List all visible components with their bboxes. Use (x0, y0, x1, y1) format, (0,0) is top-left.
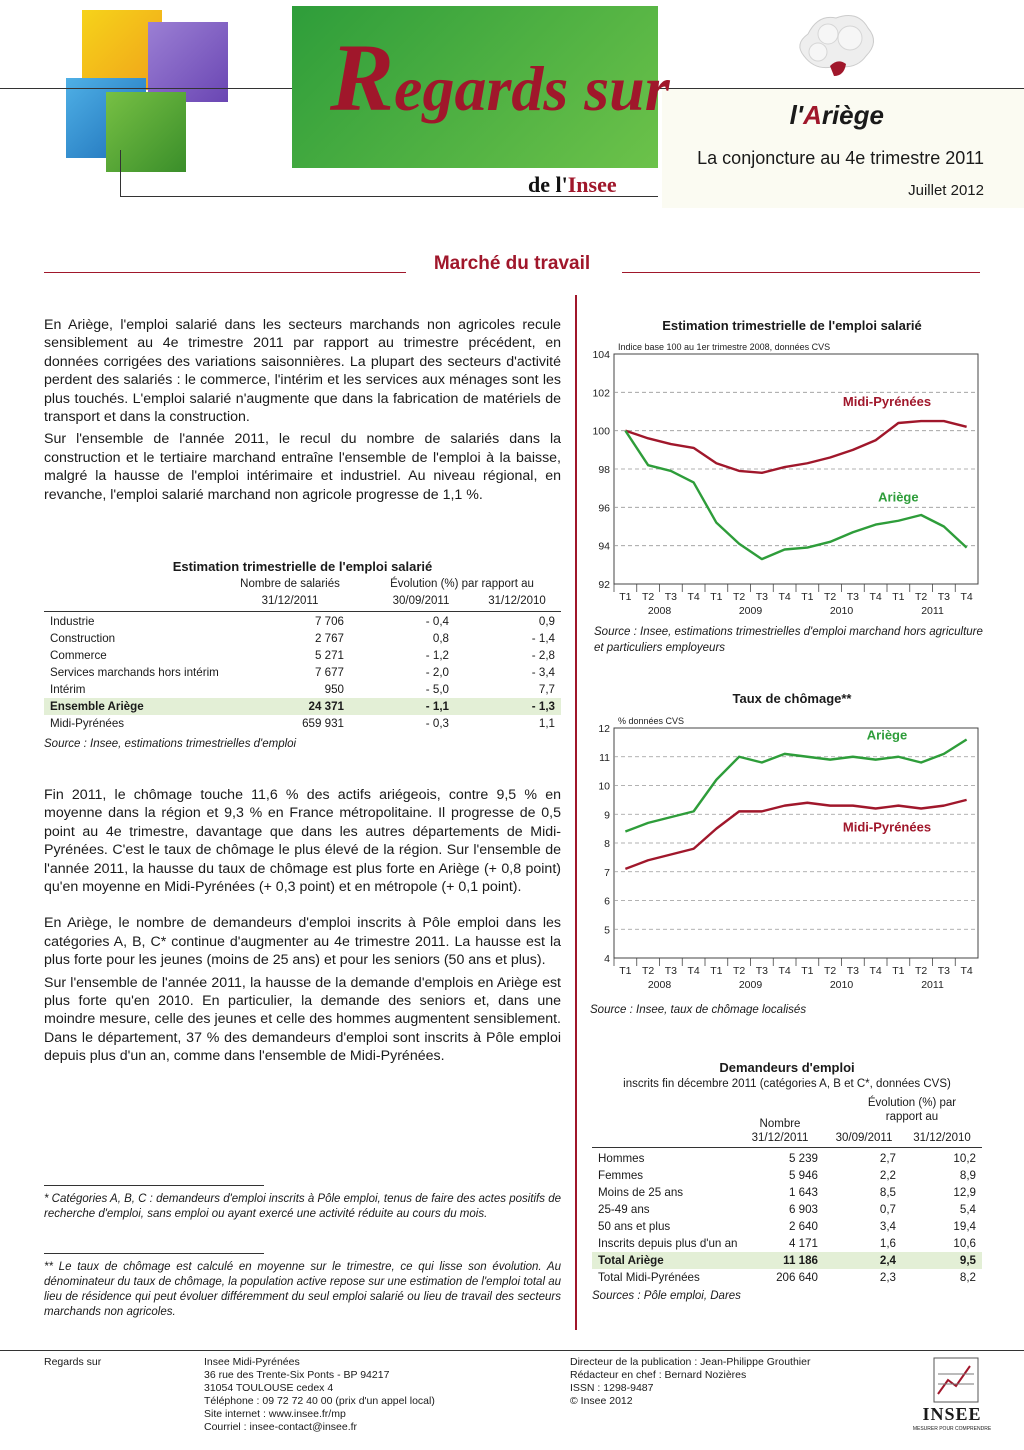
row-value: - 3,4 (531, 666, 555, 679)
x-tick-label: T1 (710, 965, 723, 977)
y-tick-label: 6 (604, 895, 610, 908)
row-value: 659 931 (302, 717, 344, 730)
paragraph-chomage-1: Fin 2011, le chômage touche 11,6 % des actifs ariégeois, contre 9,5 % en moyenne dans la région et 9,3 % en France métropolitaine. Il progresse de 0,5 point au 4e trimestre, davantage que dans les autres départements de Midi-Pyrénées. C'est le taux de chômage le plus élevé de la région. Sur l'ensemble de l'année 2011, la hausse du taux de chômage est plus forte en Ariège (+ 0,8 point) qu'en moyenne en Midi-Pyrénées (+ 0,3 point) et en métropole (+ 0,1 point). (44, 787, 561, 896)
axis-unit-label: Indice base 100 au 1er trimestre 2008, données CVS (618, 342, 831, 352)
table-row (592, 1269, 982, 1286)
x-tick-label: T2 (823, 591, 837, 603)
y-tick-label: 92 (598, 579, 610, 591)
region-map-icon (788, 4, 884, 84)
chart1-title: Estimation trimestrielle de l'emploi salarié (662, 318, 922, 333)
y-tick-label: 8 (604, 838, 610, 850)
footer-credits (570, 1356, 810, 1408)
x-tick-label: T4 (778, 591, 791, 603)
row-value: 19,4 (953, 1220, 976, 1233)
series-label: Midi-Pyrénées (842, 393, 932, 409)
x-tick-label: T1 (710, 591, 723, 603)
header-rule-vertical (120, 150, 121, 196)
emploi-evol-header: Évolution (%) par rapport au (390, 578, 534, 590)
y-tick-label: 4 (604, 953, 610, 965)
row-value: - 5,0 (425, 683, 449, 696)
row-value: 5 239 (788, 1152, 818, 1165)
x-year-label: 2010 (829, 979, 854, 991)
y-tick-label: 98 (598, 464, 610, 476)
x-tick-label: T3 (846, 591, 860, 603)
chomage-paragraphs (44, 786, 561, 1070)
footer-line: Insee Midi-Pyrénées (204, 1356, 300, 1368)
y-tick-label: 104 (592, 349, 610, 361)
x-tick-label: T3 (937, 591, 951, 603)
x-tick-label: T4 (869, 965, 882, 977)
row-value: 10,2 (953, 1152, 976, 1165)
emploi-header-rule (44, 611, 561, 612)
emploi-col2-date: 30/09/2011 (392, 595, 450, 607)
chart-taux-chomage (588, 710, 988, 1002)
x-tick-label: T1 (801, 591, 814, 603)
demandeurs-table (592, 1150, 982, 1286)
note-taux-chomage: ** Le taux de chômage est calculé en moyenne sur le trimestre, ce qui lisse son évolution. Au dénominateur du taux de chômage, la population active repose sur une estimation de l'emploi total au lieu de résidence qui peut évoluer différemment du seul emploi salarié ou lieu de travail des secteurs marchands non agricoles. (44, 1261, 561, 1318)
paragraph-chomage-3: Sur l'ensemble de l'année 2011, la hausse de la demande d'emplois en Ariège est plus forte qu'en 2010. En particulier, la demande des seniors et, dans une moindre mesure, celle des jeunes et celle des hommes augmentent sensiblement. Dans le département, 37 % des demandeurs d'emploi sont inscrits à Pôle emploi depuis plus d'un an, comme dans l'ensemble de Midi-Pyrénées. (44, 974, 561, 1065)
emploi-col3-date: 31/12/2010 (488, 595, 546, 607)
demandeurs-evol-header: Évolution (%) par rapport au (867, 1097, 957, 1123)
x-tick-label: T4 (960, 965, 973, 977)
footer-line: ISSN : 1298-9487 (570, 1382, 654, 1394)
table-row (44, 698, 561, 715)
demandeurs-table-subtitle: inscrits fin décembre 2011 (catégories A, B et C*, données CVS) (623, 1078, 951, 1090)
row-value: 206 640 (776, 1271, 818, 1284)
table-row (44, 647, 561, 664)
chart2-source: Source : Insee, taux de chômage localisés (590, 1004, 807, 1016)
table-row (44, 613, 561, 630)
region-name: l'Ariège (789, 100, 884, 130)
row-value: - 2,8 (531, 649, 555, 662)
y-tick-label: 102 (592, 387, 610, 400)
row-label: Intérim (50, 683, 86, 696)
footer-line: 36 rue des Trente-Six Ponts - BP 94217 (204, 1369, 390, 1381)
row-label: Construction (50, 632, 116, 645)
logo-square-green (106, 92, 186, 172)
x-tick-label: T4 (869, 591, 882, 603)
insee-logo: INSEE (922, 1404, 982, 1424)
row-value: 5,4 (959, 1203, 976, 1216)
x-tick-label: T3 (755, 965, 769, 977)
y-tick-label: 100 (592, 425, 610, 438)
y-tick-label: 7 (604, 866, 610, 879)
y-tick-label: 96 (598, 502, 610, 515)
x-tick-label: T2 (732, 591, 746, 603)
row-value: 5 271 (314, 649, 344, 662)
row-value: - 1,1 (350, 698, 455, 715)
y-tick-label: 12 (598, 723, 610, 735)
row-value: 0,8 (432, 632, 449, 645)
x-tick-label: T4 (960, 591, 973, 603)
row-value: 4 171 (788, 1237, 818, 1250)
row-value: 8,2 (959, 1271, 976, 1284)
table-row (44, 681, 561, 698)
row-label: Hommes (598, 1152, 645, 1165)
emploi-col1-header: Nombre de salariés (240, 578, 340, 590)
paragraph-emploi-2: Sur l'ensemble de l'année 2011, le recul du nombre de salariés dans la construction et le tertiaire marchand entraîne l'ensemble de l'emploi à la baisse, malgré la hausse de l'emploi intérimaire et industriel. Au niveau régional, en revanche, l'emploi salarié marchand non agricole progresse de 1,1 %. (44, 431, 561, 503)
footer-line: Site internet : www.insee.fr/mp (204, 1408, 346, 1420)
column-divider (575, 295, 577, 1330)
table-row (592, 1235, 982, 1252)
note-categories: * Catégories A, B, C : demandeurs d'emploi inscrits à Pôle emploi, tenus de faire des actes positifs de recherche d'emploi, sans emploi ou ayant exercé une activité réduite au cours du mois. (44, 1193, 561, 1220)
row-label: Commerce (50, 649, 107, 662)
demandeurs-table-title: Demandeurs d'emploi (719, 1060, 855, 1075)
row-label: Ensemble Ariège (44, 698, 230, 715)
emploi-table-title: Estimation trimestrielle de l'emploi salarié (172, 559, 433, 574)
row-value: 6 903 (788, 1203, 818, 1216)
footer-line: © Insee 2012 (570, 1395, 633, 1407)
row-value: 950 (324, 683, 344, 696)
row-value: 0,9 (538, 615, 555, 628)
chart2-title: Taux de chômage** (732, 691, 852, 706)
row-value: 5 946 (788, 1169, 818, 1182)
demandeurs-col2-date: 30/09/2011 (835, 1132, 893, 1144)
row-value: 0,7 (879, 1203, 896, 1216)
series-line-1 (625, 421, 966, 473)
paragraph-emploi-1: En Ariège, l'emploi salarié dans les secteurs marchands non agricoles recule sensiblement au 4e trimestre 2011 par rapport au trimestre précédent, en données corrigées des variations saisonnières. La plupart des secteurs d'activité perdent des salariés : le commerce, l'intérim et les services aux ménages sont les plus touchés. L'emploi salarié n'augmente que dans la fabrication de matériels de transport et dans la construction. (44, 317, 561, 426)
emploi-col1-date: 31/12/2011 (261, 595, 319, 607)
row-label: Industrie (50, 615, 95, 628)
row-label: Total Ariège (592, 1252, 748, 1269)
x-tick-label: T1 (619, 965, 632, 977)
header-rule-left (0, 88, 292, 89)
emploi-table (44, 613, 561, 732)
notes-rule-1 (44, 1185, 264, 1186)
x-tick-label: T2 (641, 591, 655, 603)
row-value: - 1,3 (455, 698, 561, 715)
logo-square-purple (148, 22, 228, 102)
x-tick-label: T4 (687, 965, 700, 977)
table-row (44, 715, 561, 732)
row-value: 1 643 (788, 1186, 818, 1199)
x-tick-label: T2 (823, 965, 837, 977)
x-tick-label: T2 (641, 965, 655, 977)
footer-line: Rédacteur en chef : Bernard Nozières (570, 1369, 747, 1381)
demandeurs-col1-header: Nombre (759, 1118, 801, 1130)
series-label: Ariège (866, 727, 908, 743)
row-value: 8,9 (959, 1169, 976, 1182)
x-tick-label: T1 (801, 965, 814, 977)
footer-line: Directeur de la publication : Jean-Philippe Grouthier (570, 1356, 811, 1368)
x-tick-label: T1 (892, 965, 905, 977)
x-year-label: 2009 (738, 605, 763, 617)
row-value: - 0,3 (425, 717, 449, 730)
demandeurs-table-source: Sources : Pôle emploi, Dares (592, 1290, 741, 1302)
y-tick-label: 9 (604, 809, 610, 822)
x-tick-label: T2 (914, 591, 928, 603)
footer-line: 31054 TOULOUSE cedex 4 (204, 1382, 334, 1394)
header-rule-right (658, 88, 1024, 89)
table-row (592, 1218, 982, 1235)
row-label: Moins de 25 ans (598, 1186, 684, 1199)
section-title: Marché du travail (433, 253, 591, 274)
period-label: La conjoncture au 4e trimestre 2011 (697, 148, 984, 168)
row-value: 2,7 (879, 1152, 896, 1165)
row-label: Services marchands hors intérim (50, 666, 219, 679)
row-label: Midi-Pyrénées (50, 717, 125, 730)
row-value: 7 706 (314, 615, 344, 628)
row-value: 2 640 (788, 1220, 818, 1233)
table-row (592, 1150, 982, 1167)
x-tick-label: T1 (619, 591, 632, 603)
table-row (592, 1201, 982, 1218)
paragraph-chomage-2: En Ariège, le nombre de demandeurs d'emploi inscrits à Pôle emploi dans les catégories A, B, C* continue d'augmenter au 4e trimestre 2011. La hausse est la plus forte pour les jeunes (moins de 25 ans) et pour les seniors (50 ans et plus). (44, 915, 561, 969)
row-value: 7 677 (314, 666, 344, 679)
row-value: - 2,0 (425, 666, 449, 679)
row-value: - 1,2 (425, 649, 449, 662)
x-year-label: 2010 (829, 605, 854, 617)
emploi-table-header (44, 578, 561, 612)
row-value: 12,9 (953, 1186, 976, 1199)
x-year-label: 2008 (647, 979, 672, 991)
series-label: Ariège (878, 489, 919, 505)
row-value: 9,5 (902, 1252, 982, 1269)
row-value: 2 767 (314, 632, 344, 645)
row-value: 1,6 (879, 1237, 896, 1250)
chart-emploi-salarie (588, 336, 988, 626)
footer-line: Courriel : insee-contact@insee.fr (204, 1421, 358, 1433)
row-value: - 1,4 (531, 632, 555, 645)
table-row (44, 630, 561, 647)
x-tick-label: T4 (687, 591, 700, 603)
row-value: 1,1 (538, 717, 555, 730)
row-value: - 0,4 (425, 615, 449, 628)
x-year-label: 2011 (921, 605, 944, 617)
x-tick-label: T1 (892, 591, 905, 603)
x-tick-label: T3 (664, 965, 678, 977)
table-row (592, 1167, 982, 1184)
demandeurs-table-header (592, 1096, 982, 1148)
row-label: Inscrits depuis plus d'un an (598, 1237, 738, 1250)
series-label: Midi-Pyrénées (842, 819, 932, 835)
row-label: 25-49 ans (598, 1203, 650, 1216)
row-value: 8,5 (879, 1186, 896, 1199)
x-tick-label: T3 (755, 591, 769, 603)
row-value: 3,4 (879, 1220, 896, 1233)
row-value: 2,3 (879, 1271, 896, 1284)
footer-left: Regards sur (44, 1356, 102, 1368)
x-year-label: 2009 (738, 979, 763, 991)
row-label: Femmes (598, 1169, 644, 1182)
row-value: 2,4 (824, 1252, 902, 1269)
y-tick-label: 11 (599, 751, 610, 764)
brand-title: Regards sur (330, 24, 670, 131)
row-value: 10,6 (953, 1237, 976, 1250)
insee-logo-tagline: MESURER POUR COMPRENDRE (912, 1426, 992, 1432)
x-tick-label: T3 (937, 965, 951, 977)
x-tick-label: T3 (664, 591, 678, 603)
intro-paragraphs (44, 316, 561, 508)
row-label: 50 ans et plus (598, 1220, 671, 1233)
table-row (592, 1252, 982, 1269)
footer-line: Téléphone : 09 72 72 40 00 (prix d'un appel local) (204, 1395, 435, 1407)
demandeurs-header-rule (592, 1147, 982, 1148)
x-year-label: 2011 (921, 979, 944, 991)
insee-logo-icon (930, 1354, 982, 1406)
row-value: 24 371 (230, 698, 350, 715)
x-tick-label: T2 (914, 965, 928, 977)
y-tick-label: 5 (604, 924, 610, 937)
footer-rule (0, 1350, 1024, 1351)
x-year-label: 2008 (647, 605, 672, 617)
table-row (592, 1184, 982, 1201)
chart1-source: Source : Insee, estimations trimestrielles d'emploi marchand hors agriculture et particuliers employeurs (594, 626, 983, 654)
row-label: Total Midi-Pyrénées (598, 1271, 700, 1284)
x-tick-label: T3 (846, 965, 860, 977)
notes-rule-2 (44, 1253, 264, 1254)
row-value: 7,7 (538, 683, 555, 696)
x-tick-label: T2 (732, 965, 746, 977)
brand-subtitle: de l'Insee (528, 172, 617, 197)
row-value: 11 186 (748, 1252, 824, 1269)
demandeurs-col3-date: 31/12/2010 (913, 1132, 971, 1144)
row-value: 2,2 (879, 1169, 896, 1182)
axis-unit-label: % données CVS (618, 716, 685, 726)
table-row (44, 664, 561, 681)
emploi-table-source: Source : Insee, estimations trimestrielles d'emploi (44, 738, 297, 750)
footer-address (204, 1356, 435, 1434)
y-tick-label: 94 (598, 540, 610, 553)
publication-date: Juillet 2012 (908, 182, 984, 199)
demandeurs-col1-date: 31/12/2011 (751, 1132, 809, 1144)
y-tick-label: 10 (598, 780, 610, 793)
x-tick-label: T4 (778, 965, 791, 977)
